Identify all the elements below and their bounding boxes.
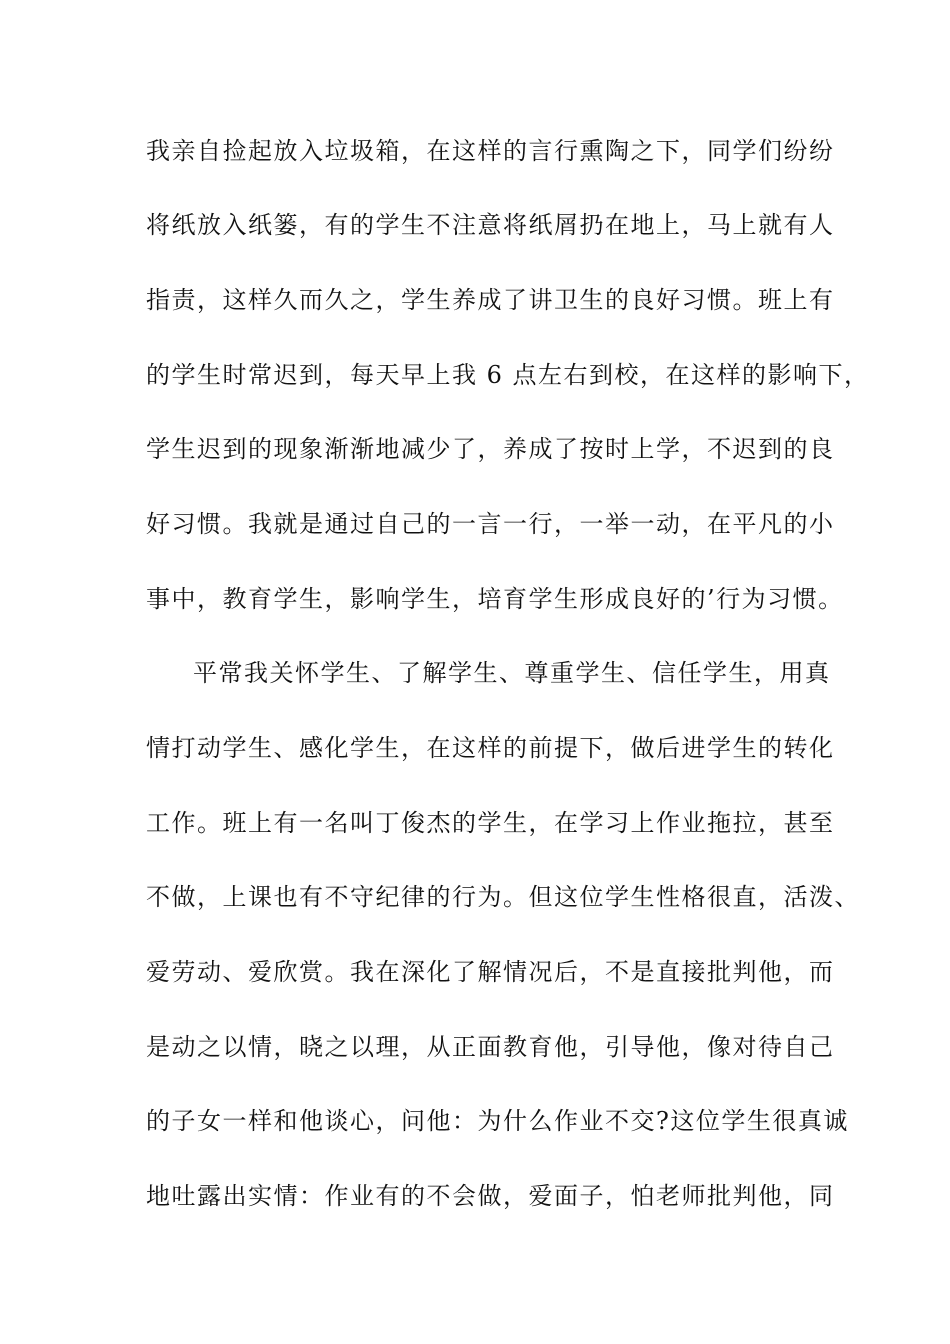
text-line: 不做，上课也有不守纪律的行为。但这位学生性格很直，活泼、 bbox=[146, 883, 860, 911]
text-line: 我亲自捡起放入垃圾箱，在这样的言行熏陶之下，同学们纷纷 bbox=[146, 137, 835, 165]
text-line: 地吐露出实情：作业有的不会做，爱面子，怕老师批判他，同 bbox=[146, 1182, 835, 1210]
text-line: 是动之以情，晓之以理，从正面教育他，引导他，像对待自己 bbox=[146, 1033, 835, 1061]
text-line: 将纸放入纸篓，有的学生不注意将纸屑扔在地上，马上就有人 bbox=[146, 211, 835, 239]
text-line: 的子女一样和他谈心，问他：为什么作业不交?这位学生很真诚 bbox=[146, 1107, 849, 1135]
text-line: 的学生时常迟到，每天早上我 6 点左右到校，在这样的影响下， bbox=[146, 361, 870, 389]
text-line: 工作。班上有一名叫丁俊杰的学生，在学习上作业拖拉，甚至 bbox=[146, 809, 835, 837]
text-line: 学生迟到的现象渐渐地减少了，养成了按时上学，不迟到的良 bbox=[146, 435, 835, 463]
text-line: 爱劳动、爱欣赏。我在深化了解情况后，不是直接批判他，而 bbox=[146, 958, 835, 986]
text-line: 事中，教育学生，影响学生，培育学生形成良好的’行为习惯。 bbox=[146, 585, 844, 613]
paragraph-first-line: 平常我关怀学生、了解学生、尊重学生、信任学生，用真 bbox=[193, 659, 831, 687]
text-line: 好习惯。我就是通过自己的一言一行，一举一动，在平凡的小 bbox=[146, 510, 835, 538]
text-line: 情打动学生、感化学生，在这样的前提下，做后进学生的转化 bbox=[146, 734, 835, 762]
text-line: 指责，这样久而久之，学生养成了讲卫生的良好习惯。班上有 bbox=[146, 286, 835, 314]
